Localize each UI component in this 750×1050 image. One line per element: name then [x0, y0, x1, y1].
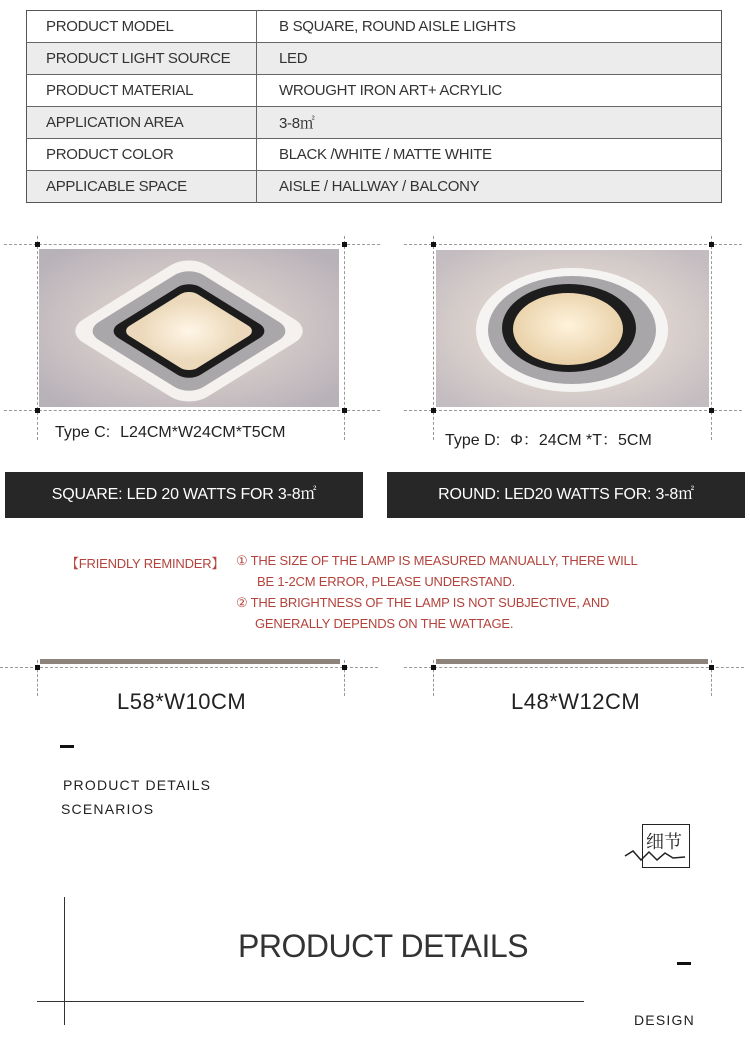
spec-label: PRODUCT MODEL — [27, 11, 257, 43]
reminder-line: BE 1-2CM ERROR, PLEASE UNDERSTAND. — [257, 574, 516, 589]
round-size-bar — [436, 659, 708, 664]
spec-label: APPLICABLE SPACE — [27, 171, 257, 203]
spec-row — [27, 107, 722, 139]
guide-line — [404, 410, 742, 411]
type-d-caption — [445, 427, 652, 450]
type-c-caption — [55, 424, 286, 442]
corner-marker — [431, 665, 436, 670]
guide-line — [4, 410, 380, 411]
round-size-label: L48*W12CM — [511, 689, 641, 714]
product-details-title: PRODUCT DETAILS — [238, 928, 529, 964]
type-dimensions: L24CM*W24CM*T5CM — [120, 424, 286, 441]
spec-label: APPLICATION AREA — [27, 107, 257, 139]
accent-dash — [60, 745, 74, 748]
spec-label: PRODUCT COLOR — [27, 139, 257, 171]
detail-badge — [624, 822, 692, 870]
corner-marker — [342, 665, 347, 670]
spec-row — [27, 171, 722, 203]
corner-marker — [342, 242, 347, 247]
spec-value: B SQUARE, ROUND AISLE LIGHTS — [279, 18, 516, 35]
type-label: Type C: — [55, 424, 111, 441]
reminder-heading: 【FRIENDLY REMINDER】 — [66, 556, 225, 571]
frame-line — [64, 897, 65, 1025]
spec-row — [27, 75, 722, 107]
spec-value: WROUGHT IRON ART+ ACRYLIC — [257, 75, 722, 107]
spec-row — [27, 11, 722, 43]
guide-line — [4, 244, 380, 245]
square-lamp-image — [39, 249, 339, 407]
corner-marker — [709, 242, 714, 247]
reminder-line: ① THE SIZE OF THE LAMP IS MEASURED MANUALLY, THERE WILL — [236, 553, 638, 568]
scenarios-subheading: SCENARIOS — [61, 801, 155, 817]
spec-value: LED — [257, 43, 722, 75]
corner-marker — [431, 242, 436, 247]
accent-dash — [677, 962, 691, 965]
round-wattage-bar: ROUND: LED20 WATTS FOR: 3-8㎡ — [387, 472, 745, 518]
spec-value: AISLE / HALLWAY / BALCONY — [257, 171, 722, 203]
type-label: Type D: — [445, 432, 501, 449]
reminder-line: ② THE BRIGHTNESS OF THE LAMP IS NOT SUBJECTIVE, AND — [236, 595, 610, 610]
product-details-subheading: PRODUCT DETAILS — [63, 777, 212, 793]
corner-marker — [342, 408, 347, 413]
corner-marker — [35, 408, 40, 413]
spec-label: PRODUCT LIGHT SOURCE — [27, 43, 257, 75]
corner-marker — [431, 408, 436, 413]
guide-line — [0, 667, 378, 668]
spec-row — [27, 43, 722, 75]
design-label: DESIGN — [634, 1012, 695, 1028]
spec-value: BLACK /WHITE / MATTE WHITE — [257, 139, 722, 171]
square-size-label: L58*W10CM — [117, 689, 247, 714]
zigzag-icon — [624, 848, 686, 864]
round-lamp-image — [436, 250, 709, 407]
corner-marker — [35, 242, 40, 247]
type-dimensions: Φ：24CM *T：5CM — [510, 432, 652, 449]
reminder-line: GENERALLY DEPENDS ON THE WATTAGE. — [255, 616, 514, 631]
frame-line — [37, 1001, 584, 1002]
guide-line — [404, 244, 742, 245]
square-size-bar — [40, 659, 340, 664]
guide-line — [404, 667, 744, 668]
corner-marker — [709, 408, 714, 413]
spec-row — [27, 139, 722, 171]
spec-label: PRODUCT MATERIAL — [27, 75, 257, 107]
detail-badge-text: 细节 — [646, 832, 682, 853]
spec-table — [26, 10, 722, 203]
corner-marker — [35, 665, 40, 670]
spec-value: 3-8㎡ — [257, 107, 722, 139]
square-wattage-bar: SQUARE: LED 20 WATTS FOR 3-8㎡ — [5, 472, 363, 518]
corner-marker — [709, 665, 714, 670]
